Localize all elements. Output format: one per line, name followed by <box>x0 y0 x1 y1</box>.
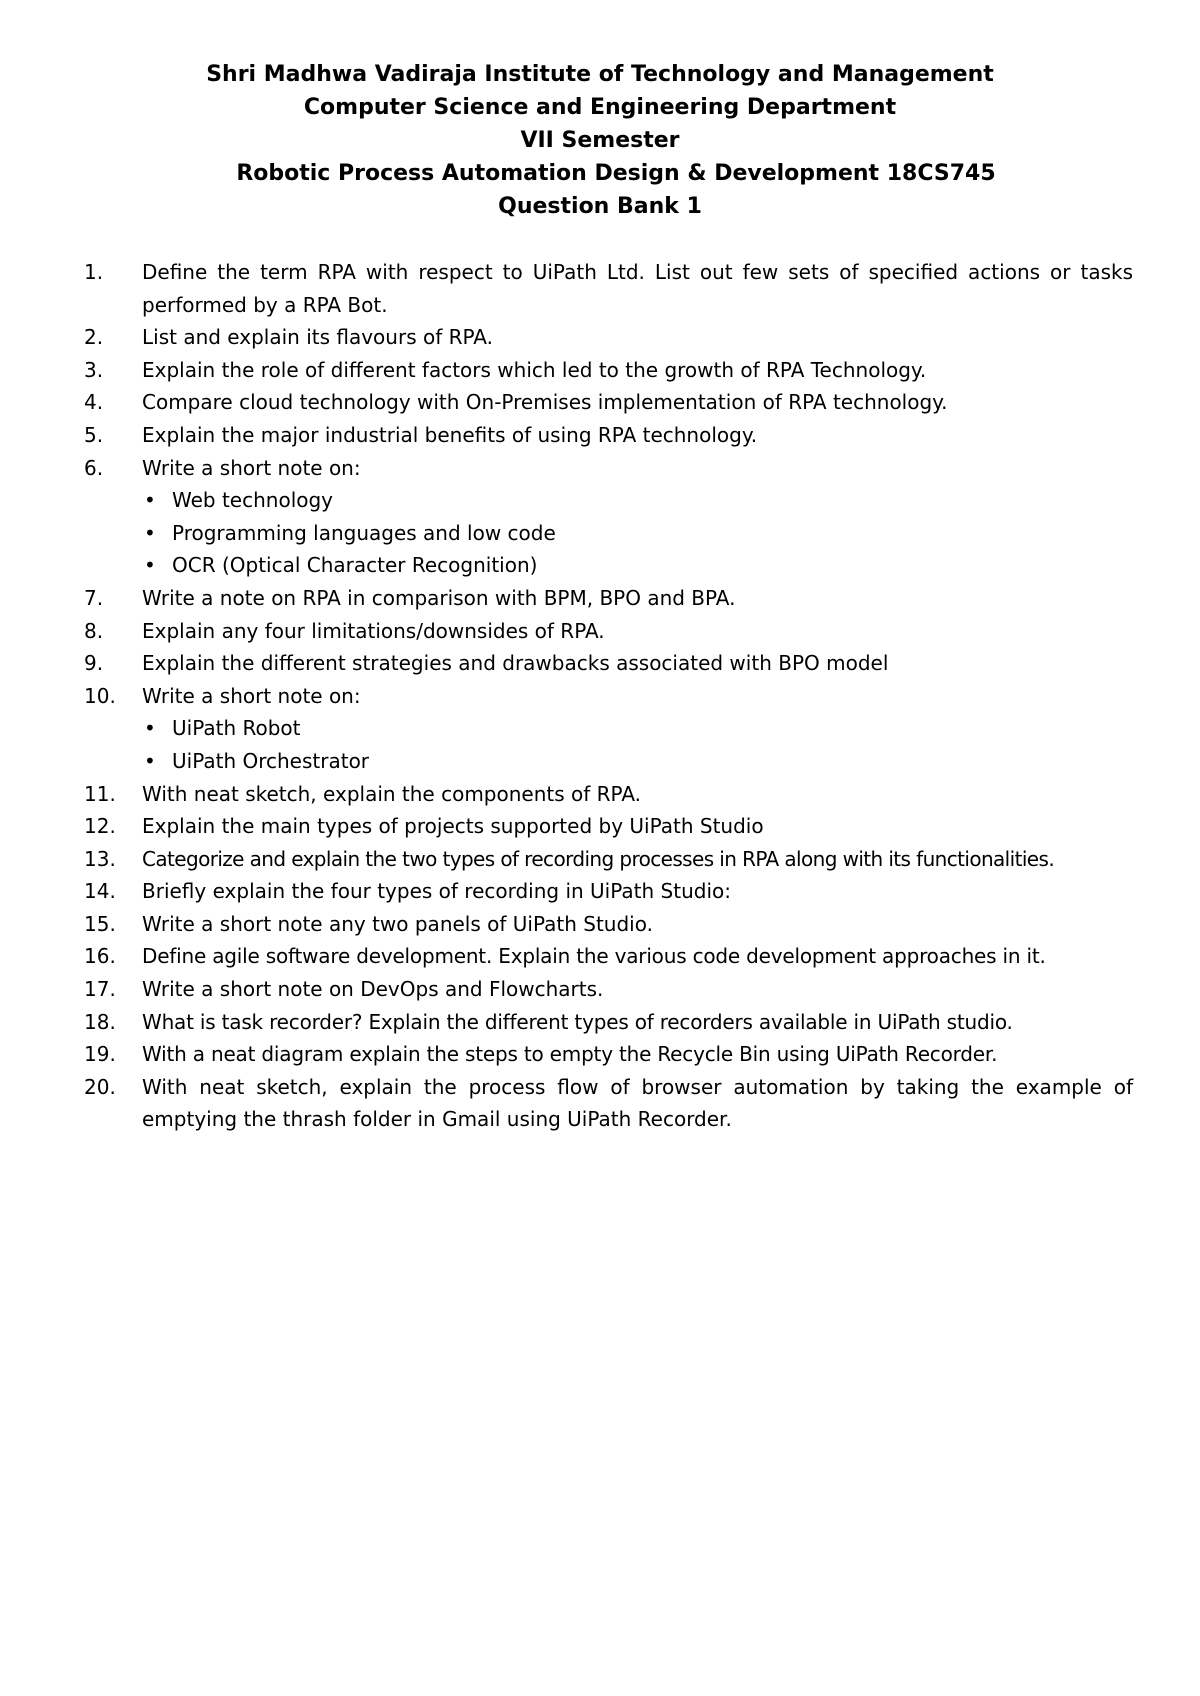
question-item <box>84 843 1133 876</box>
question-number: 12. <box>84 814 116 839</box>
question-text: Define the term RPA with respect to UiPath Ltd. List out few sets of specified actions or tasks performed by a RPA Bot. <box>142 260 1133 317</box>
bullet-icon: • <box>144 716 156 741</box>
course-title: Robotic Process Automation Design & Development 18CS745 <box>236 161 996 186</box>
question-item <box>84 875 1133 908</box>
question-number: 10. <box>84 683 116 708</box>
question-number: 20. <box>84 1074 116 1099</box>
question-number: 3. <box>84 357 104 382</box>
question-number: 15. <box>84 911 116 936</box>
question-number: 14. <box>84 879 116 904</box>
question-text: Explain the main types of projects supported by UiPath Studio <box>142 814 764 839</box>
question-text: Compare cloud technology with On-Premises implementation of RPA technology. <box>142 390 948 415</box>
sub-question-list <box>142 712 1133 777</box>
sub-question-text: Web technology <box>172 488 334 513</box>
bullet-icon: • <box>144 520 156 545</box>
question-text: Write a short note any two panels of UiPath Studio. <box>142 911 653 936</box>
question-text: What is task recorder? Explain the different types of recorders available in UiPath studio. <box>142 1009 1013 1034</box>
sub-question-text: OCR (Optical Character Recognition) <box>172 553 538 578</box>
question-number: 17. <box>84 977 116 1002</box>
institute-name: Shri Madhwa Vadiraja Institute of Technology and Management <box>206 62 994 87</box>
question-text: With neat sketch, explain the process flow of browser automation by taking the example of emptying the thrash folder in Gmail using UiPath Recorder. <box>142 1074 1133 1132</box>
document-header <box>0 58 1200 223</box>
question-text: Explain any four limitations/downsides of RPA. <box>142 618 605 643</box>
question-number: 13. <box>84 846 116 871</box>
question-number: 19. <box>84 1042 116 1067</box>
question-number: 9. <box>84 651 104 676</box>
sub-question-item <box>142 712 1133 745</box>
question-item <box>84 680 1133 778</box>
sub-question-text: Programming languages and low code <box>172 520 556 545</box>
question-item <box>84 908 1133 941</box>
question-number: 1. <box>84 260 104 284</box>
question-number: 16. <box>84 944 116 969</box>
sub-question-list <box>142 484 1133 582</box>
question-item <box>84 321 1133 354</box>
question-item <box>84 615 1133 648</box>
question-item <box>84 647 1133 680</box>
question-number: 11. <box>84 781 116 806</box>
question-number: 6. <box>84 455 104 480</box>
bullet-icon: • <box>144 488 156 513</box>
question-number: 2. <box>84 325 104 350</box>
sub-question-text: UiPath Robot <box>172 716 301 741</box>
question-text: Explain the major industrial benefits of using RPA technology. <box>142 422 758 447</box>
question-text: Explain the role of different factors which led to the growth of RPA Technology. <box>142 357 927 382</box>
question-item <box>84 1038 1133 1071</box>
question-text: Write a short note on DevOps and Flowcharts. <box>142 977 604 1002</box>
question-item <box>84 973 1133 1006</box>
question-number: 8. <box>84 618 104 643</box>
bullet-icon: • <box>144 553 156 578</box>
question-item <box>84 940 1133 973</box>
question-item <box>84 1071 1133 1136</box>
question-item <box>84 1006 1133 1039</box>
question-item <box>84 582 1133 615</box>
question-item <box>84 256 1133 321</box>
question-text: Categorize and explain the two types of recording processes in RPA along with its functionalities. <box>142 846 1055 871</box>
question-item <box>84 419 1133 452</box>
question-item <box>84 386 1133 419</box>
question-item <box>84 452 1133 582</box>
question-item <box>84 778 1133 811</box>
semester-label: VII Semester <box>520 128 680 153</box>
question-number: 18. <box>84 1009 116 1034</box>
question-text: With neat sketch, explain the components of RPA. <box>142 781 642 806</box>
question-text: Define agile software development. Explain the various code development approaches in it. <box>142 944 1046 969</box>
bullet-icon: • <box>144 748 156 773</box>
question-text: Explain the different strategies and drawbacks associated with BPO model <box>142 651 889 676</box>
question-text: Write a short note on: <box>142 455 361 480</box>
question-text: Write a note on RPA in comparison with BPM, BPO and BPA. <box>142 585 736 610</box>
question-number: 5. <box>84 422 104 447</box>
sub-question-item <box>142 549 1133 582</box>
question-item <box>84 810 1133 843</box>
sub-question-text: UiPath Orchestrator <box>172 748 370 773</box>
question-number: 7. <box>84 585 104 610</box>
department-name: Computer Science and Engineering Department <box>303 95 897 120</box>
question-list <box>84 256 1133 1136</box>
sub-question-item <box>142 745 1133 778</box>
sub-question-item <box>142 484 1133 517</box>
question-text: Write a short note on: <box>142 683 361 708</box>
question-text: List and explain its flavours of RPA. <box>142 325 493 350</box>
question-text: Briefly explain the four types of recording in UiPath Studio: <box>142 879 731 904</box>
question-number: 4. <box>84 390 104 415</box>
question-item <box>84 354 1133 387</box>
sub-question-item <box>142 517 1133 550</box>
question-text: With a neat diagram explain the steps to empty the Recycle Bin using UiPath Recorder. <box>142 1042 998 1067</box>
document-title: Question Bank 1 <box>498 194 702 219</box>
